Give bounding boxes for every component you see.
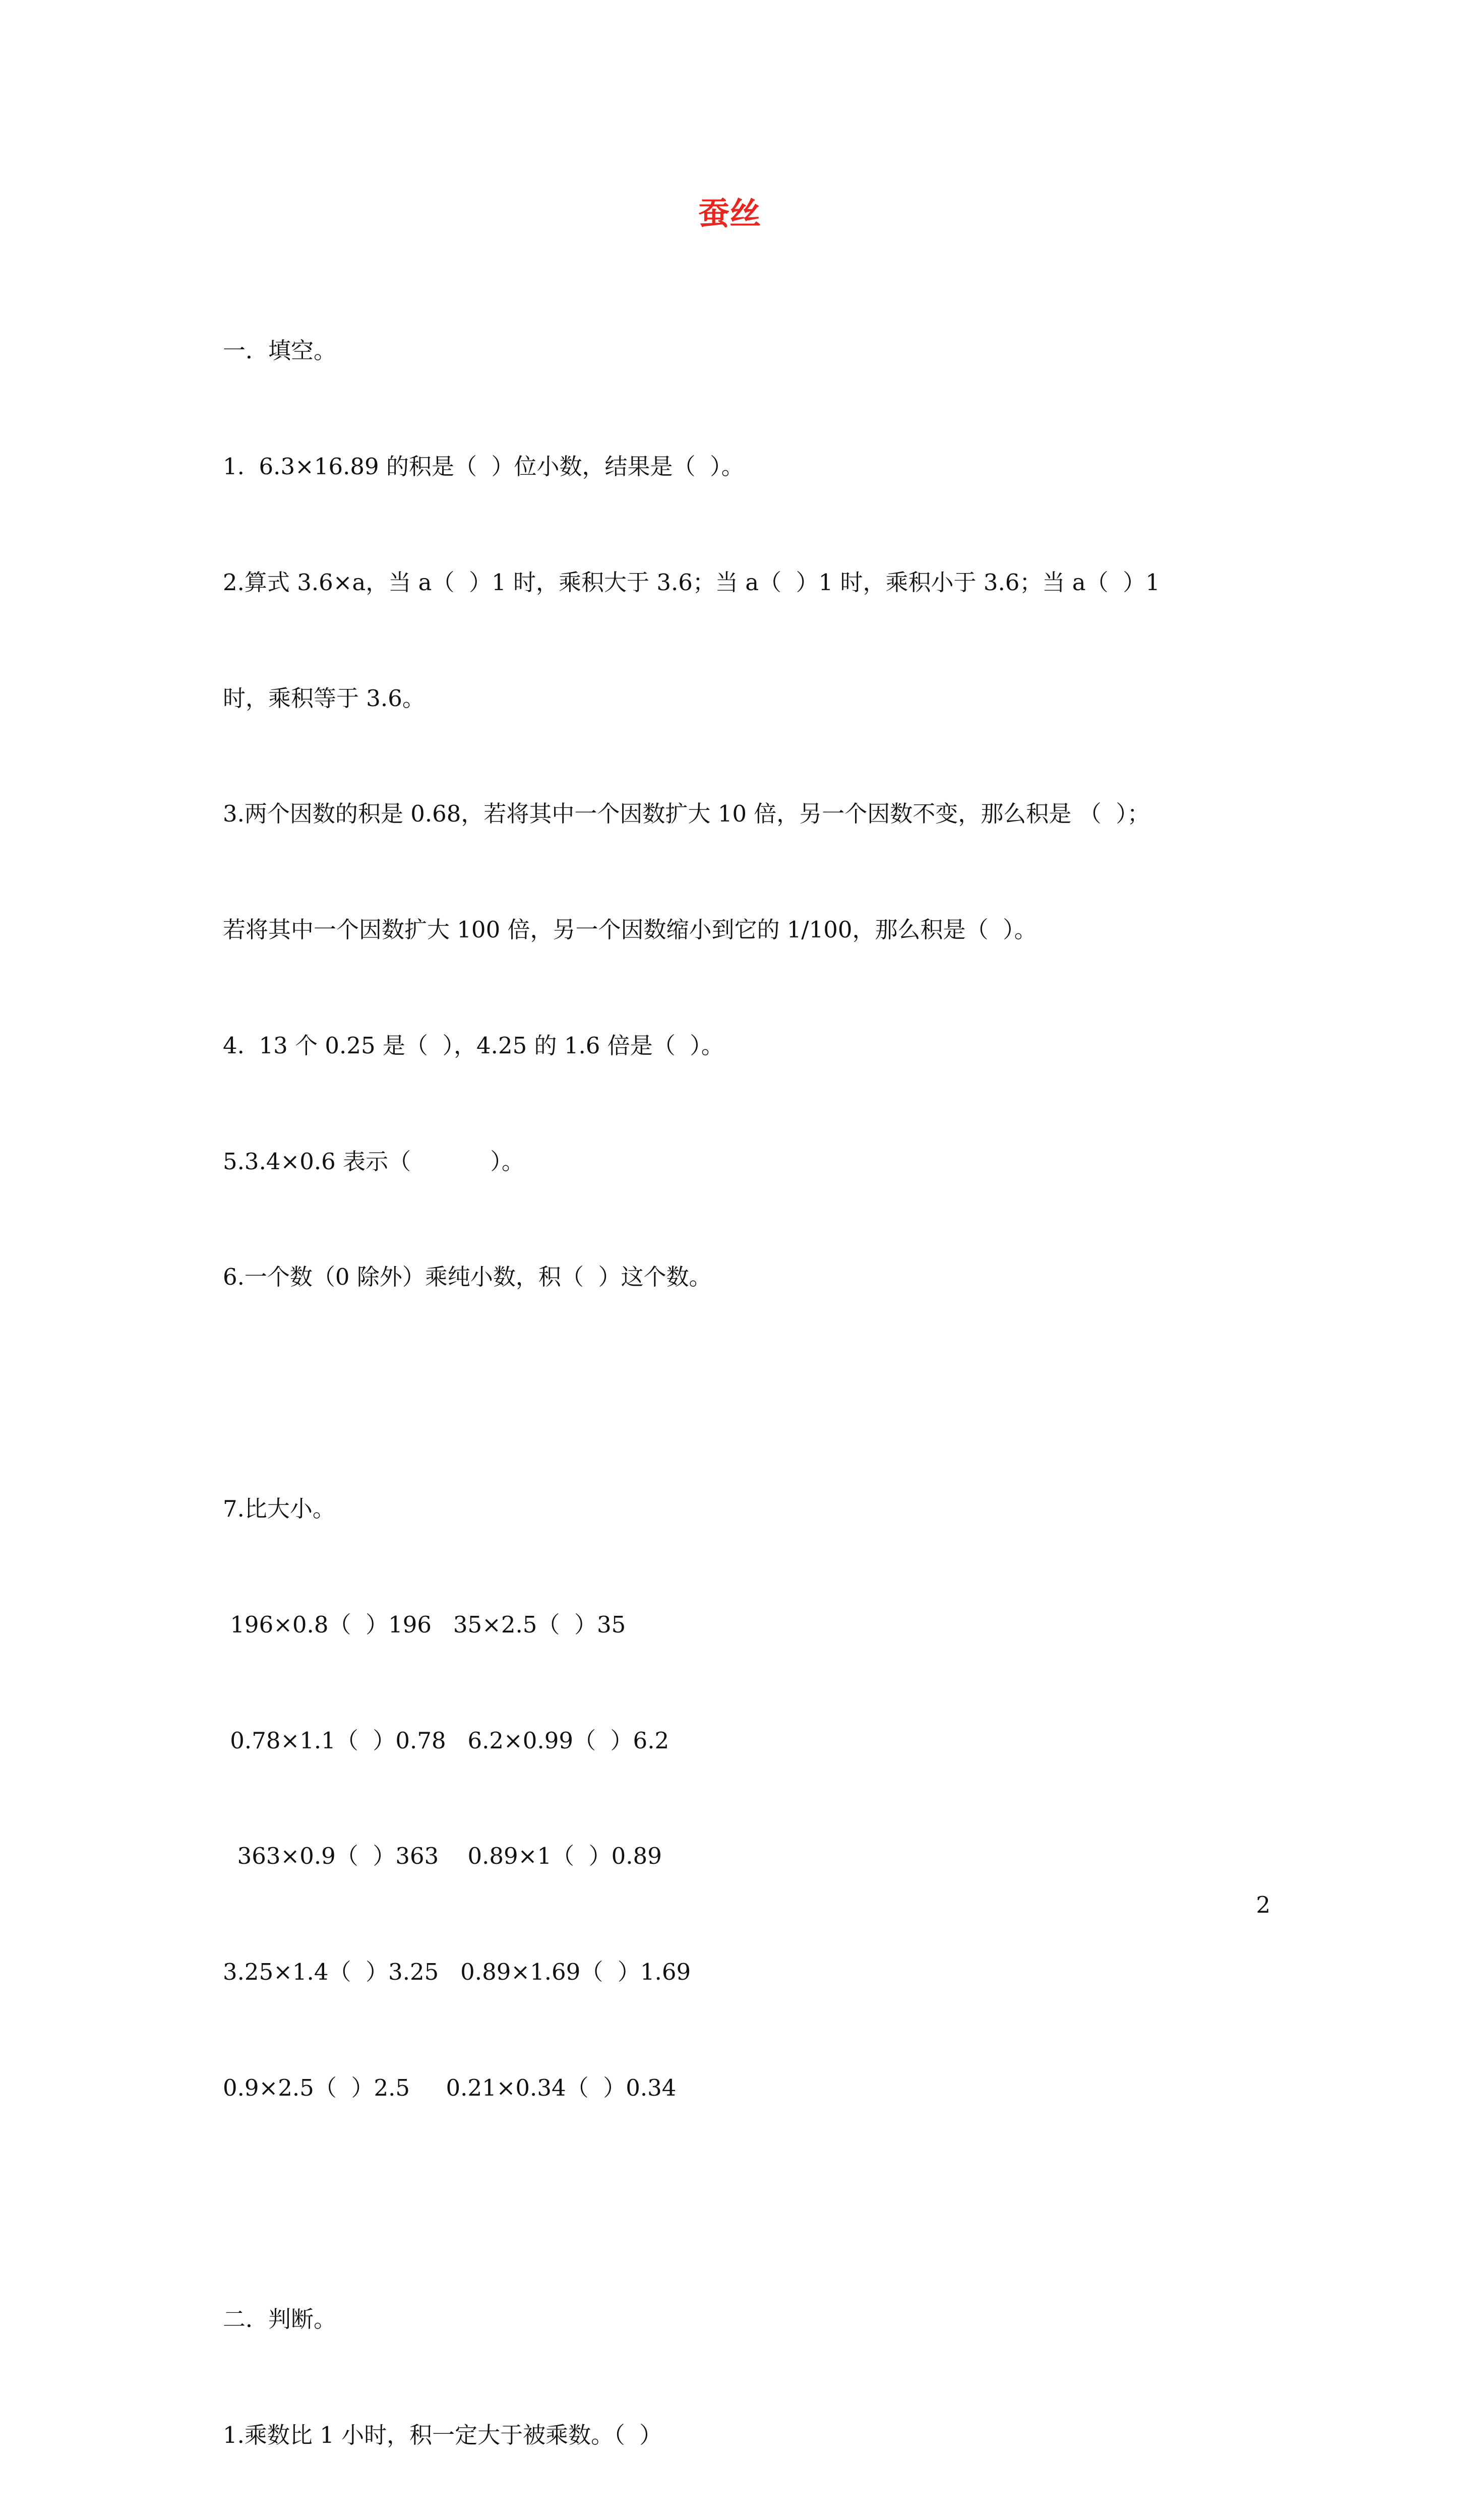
worksheet-body <box>223 255 1271 2520</box>
compare-line: 0.78×1.1（ ）0.78 6.2×0.99（ ）6.2 <box>223 1727 670 1754</box>
fill-blank-line: 6.一个数（0 除外）乘纯小数，积（ ）这个数。 <box>223 1264 712 1291</box>
compare-line: 196×0.8（ ）196 35×2.5（ ）35 <box>223 1611 626 1638</box>
fill-blank-line: 时，乘积等于 3.6。 <box>223 684 425 712</box>
compare-heading: 7.比大小。 <box>223 1495 335 1522</box>
fill-blank-line: 5.3.4×0.6 表示（ ）。 <box>223 1148 524 1175</box>
fill-blank-line: 4. 13 个 0.25 是（ ），4.25 的 1.6 倍是（ ）。 <box>223 1032 724 1059</box>
fill-blank-line: 若将其中一个因数扩大 100 倍，另一个因数缩小到它的 1/100，那么积是（ ）。 <box>223 916 1037 943</box>
page-title: 蚕丝 <box>698 195 761 232</box>
fill-blank-line: 2.算式 3.6×a，当 a（ ）1 时，乘积大于 3.6；当 a（ ）1 时，乘积小于 3.6；当 a（ ）1 <box>223 569 1160 596</box>
section-heading-judge: 二．判断。 <box>223 2306 337 2333</box>
compare-line: 363×0.9（ ）363 0.89×1（ ）0.89 <box>223 1843 662 1870</box>
section-heading-fill-blank: 一．填空。 <box>223 337 337 364</box>
page-number: 2 <box>1256 1892 1270 1918</box>
spacer <box>223 2185 1271 2224</box>
spacer <box>223 1374 1271 1413</box>
fill-blank-line: 1. 6.3×16.89 的积是（ ）位小数，结果是（ ）。 <box>223 453 744 480</box>
judge-line: 1.乘数比 1 小时，积一定大于被乘数。（ ） <box>223 2422 662 2449</box>
compare-line: 3.25×1.4（ ）3.25 0.89×1.69（ ）1.69 <box>223 1959 691 1986</box>
fill-blank-line: 3.两个因数的积是 0.68，若将其中一个因数扩大 10 倍，另一个因数不变，那么积是 （ ）； <box>223 800 1150 828</box>
compare-line: 0.9×2.5（ ）2.5 0.21×0.34（ ）0.34 <box>223 2074 677 2101</box>
